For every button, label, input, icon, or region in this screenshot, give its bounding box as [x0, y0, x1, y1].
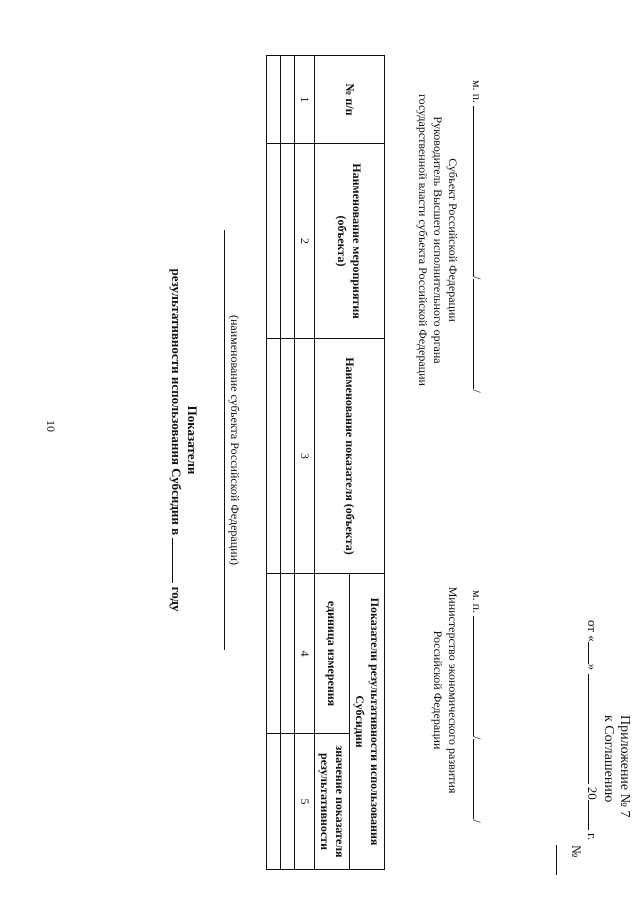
empty-cell	[281, 574, 295, 734]
name-blank	[473, 279, 485, 389]
appendix-date	[584, 500, 600, 885]
empty-row	[281, 56, 295, 870]
empty-cell	[267, 734, 281, 870]
subject-name-caption: (наименование субъекта Российской Федерации)	[228, 314, 242, 566]
empty-cell	[267, 56, 281, 144]
date-suffix: г.	[585, 833, 600, 841]
col-number-cell: 1	[295, 56, 315, 144]
name-blank	[473, 739, 485, 819]
document-title	[168, 180, 200, 700]
month-blank	[588, 674, 600, 784]
appendix-title: Приложение № 7	[617, 715, 632, 818]
date-prefix: от «	[585, 620, 600, 642]
signature-blank	[473, 106, 485, 276]
appendix-block	[552, 500, 632, 885]
appendix-subtitle: к Соглашению	[601, 715, 616, 803]
signature-blank	[473, 616, 485, 736]
col-number-cell: 4	[295, 574, 315, 734]
empty-cell	[267, 144, 281, 339]
date-mid: »	[585, 663, 600, 671]
year-blank	[588, 800, 600, 830]
signature-left-block	[415, 60, 460, 420]
title-line2	[168, 180, 184, 700]
header-value: значение показателя результативности	[315, 734, 350, 870]
stamp-place-label: м. п.	[470, 590, 484, 614]
col-number-cell: 2	[295, 144, 315, 339]
empty-row	[267, 56, 281, 870]
header-indicator: Наименование показателя (объекта)	[315, 339, 385, 574]
header-group: Показатели результативности использования Субсидии	[350, 574, 385, 870]
number-blank	[556, 845, 568, 875]
empty-cell	[281, 144, 295, 339]
agreement-number	[552, 500, 584, 885]
header-unit: единица измерения	[315, 574, 350, 734]
col-number-cell: 5	[295, 734, 315, 870]
col-number-cell: 3	[295, 339, 315, 574]
empty-cell	[267, 574, 281, 734]
header-event: Наименование мероприятия (объекта)	[315, 144, 385, 339]
title-line2-year-word: году	[169, 586, 184, 612]
stamp-place-label: м. п.	[470, 80, 484, 104]
subject-name-line	[224, 230, 225, 650]
signature-left-stamp-line: м. п. //	[470, 80, 484, 393]
day-blank	[588, 642, 600, 664]
signature-right-block	[430, 560, 460, 820]
header-num: № п/п	[315, 56, 385, 144]
signature-right-line2: Российской Федерации	[431, 630, 445, 750]
signature-right-stamp-line: м. п. //	[470, 590, 484, 823]
year-field-blank	[172, 538, 184, 583]
signature-left-line2: Руководитель Высшего исполнительного органа	[431, 116, 445, 364]
empty-cell	[281, 339, 295, 574]
date-year: 20	[585, 786, 600, 800]
page-number: 10	[44, 420, 58, 432]
number-sign: №	[569, 845, 584, 858]
title-line2-text: результативности использования Субсидии в	[169, 268, 184, 536]
signature-left-line1: Субъект Российской Федерации	[446, 158, 460, 322]
signature-right-line1: Министерство экономического развития	[446, 586, 460, 794]
column-number-row	[295, 56, 315, 870]
empty-cell	[281, 734, 295, 870]
empty-cell	[281, 56, 295, 144]
signature-left-line3: государственной власти субъекта Российской Федерации	[416, 94, 430, 386]
indicators-table	[266, 55, 385, 870]
title-line1: Показатели	[185, 405, 200, 475]
empty-cell	[267, 339, 281, 574]
